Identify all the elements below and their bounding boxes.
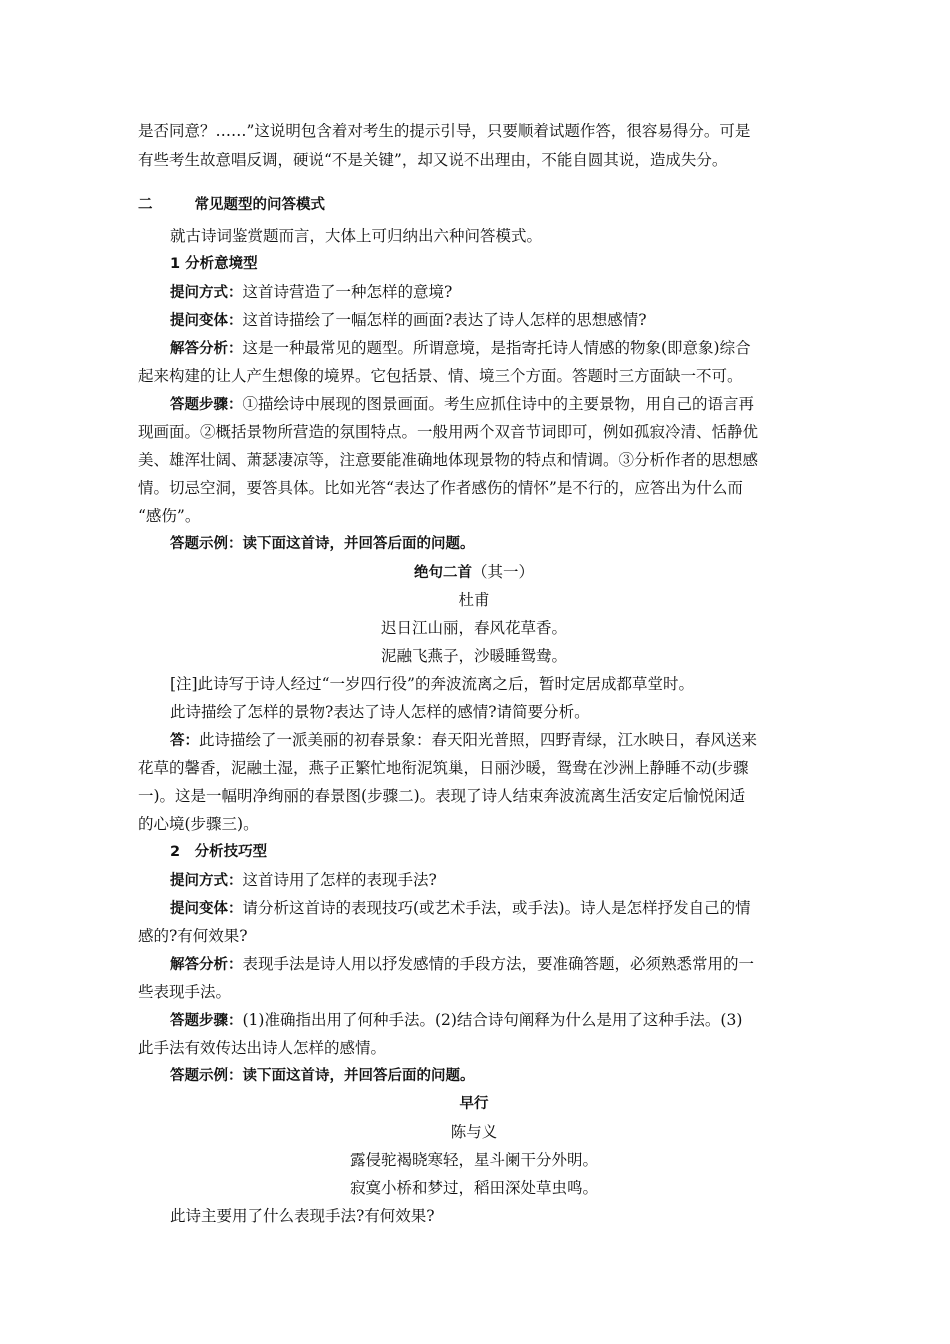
- title: 绝句二首: [413, 565, 472, 581]
- poem-line: 迟日江山丽，春风花草香。: [380, 619, 567, 637]
- label: 提问变体：: [170, 901, 243, 917]
- subsection-heading: 2 分析技巧型: [170, 844, 268, 860]
- example-label: 答题示例：读下面这首诗，并回答后面的问题。: [170, 1068, 475, 1084]
- text-line: 情。切忌空洞，要答具体。比如光答“表达了作者感伤的情怀”是不行的，应答出为什么而: [138, 479, 743, 497]
- label: 提问方式：: [170, 873, 243, 889]
- text-line: “感伤”。: [138, 507, 201, 525]
- text-line: 是否同意？……”这说明包含着对考生的提示引导，只要顺着试题作答，很容易得分。可是: [138, 122, 751, 140]
- label: 提问方式：: [170, 285, 243, 301]
- text-line: 美、雄浑壮阔、萧瑟凄凉等，注意要能准确地体现景物的特点和情调。③分析作者的思想感: [138, 451, 759, 469]
- text-line: 有些考生故意唱反调，硬说“不是关键”，却又说不出理由，不能自圆其说，造成失分。: [138, 151, 728, 169]
- poem-title: [138, 561, 810, 584]
- poem-line: 泥融飞燕子，沙暖睡鸳鸯。: [380, 647, 567, 665]
- text-line: 现画面。②概括景物所营造的氛围特点。一般用两个双音节词即可，例如孤寂冷清、恬静优: [138, 423, 759, 441]
- label: 解答分析：: [170, 957, 243, 973]
- example-label: 答题示例：读下面这首诗，并回答后面的问题。: [170, 536, 475, 552]
- text-line: 起来构建的让人产生想像的境界。它包括景、情、境三个方面。答题时三方面缺一不可。: [138, 367, 743, 385]
- text-line: 些表现手法。: [138, 983, 232, 1001]
- text-line: 就古诗词鉴赏题而言，大体上可归纳出六种问答模式。: [170, 227, 543, 245]
- note: [注]此诗写于诗人经过“一岁四行役”的奔波流离之后，暂时定居成都草堂时。: [170, 675, 694, 693]
- text-line: [170, 897, 810, 920]
- text-line: [170, 337, 810, 360]
- text-line: [170, 953, 810, 976]
- text: 请分析这首诗的表现技巧(或艺术手法，或手法)。诗人是怎样抒发自己的情: [242, 899, 751, 917]
- text: ①描绘诗中展现的图景画面。考生应抓住诗中的主要景物，用自己的语言再: [242, 395, 755, 413]
- poem-line: 寂寞小桥和梦过，稻田深处草虫鸣。: [349, 1179, 598, 1197]
- text: 这首诗营造了一种怎样的意境?: [242, 283, 453, 301]
- poem-author: 陈与义: [450, 1123, 498, 1141]
- label: 解答分析：: [170, 341, 243, 357]
- section-title: 常见题型的问答模式: [194, 197, 325, 213]
- text: 这首诗描绘了一幅怎样的画面?表达了诗人怎样的思想感情?: [242, 311, 647, 329]
- text-line: [170, 1009, 810, 1032]
- text: 表现手法是诗人用以抒发感情的手段方法，要准确答题，必须熟悉常用的一: [242, 955, 755, 973]
- text-line: [170, 729, 810, 752]
- text-line: 的心境(步骤三)。: [138, 815, 259, 833]
- poem-title: 早行: [459, 1096, 489, 1112]
- text-line: [170, 281, 810, 304]
- text-line: 一)。这是一幅明净绚丽的春景图(步骤二)。表现了诗人结束奔波流离生活安定后愉悦闲适: [138, 787, 746, 805]
- text: 此诗描绘了一派美丽的初春景象：春天阳光普照，四野青绿，江水映日，春风送来: [199, 731, 758, 749]
- label: 答题步骤：: [170, 397, 243, 413]
- subsection-heading: 1 分析意境型: [170, 256, 258, 272]
- text: 这是一种最常见的题型。所谓意境，是指寄托诗人情感的物象(即意象)综合: [242, 339, 751, 357]
- text-line: [170, 869, 810, 892]
- subtitle: （其一）: [471, 563, 534, 581]
- poem-author: 杜甫: [458, 591, 490, 609]
- text-line: 此手法有效传达出诗人怎样的感情。: [138, 1039, 387, 1057]
- section-heading: [138, 194, 810, 216]
- label: 答：: [170, 733, 199, 749]
- question: 此诗描绘了怎样的景物?表达了诗人怎样的感情?请简要分析。: [170, 703, 590, 721]
- section-number: 二: [138, 197, 153, 213]
- label: 答题步骤：: [170, 1013, 243, 1029]
- text-line: 花草的馨香，泥融土湿，燕子正繁忙地衔泥筑巢，日丽沙暖，鸳鸯在沙洲上静睡不动(步骤: [138, 759, 749, 777]
- poem-line: 露侵驼褐晓寒轻，星斗阑干分外明。: [349, 1151, 598, 1169]
- label: 提问变体：: [170, 313, 243, 329]
- text-line: 感的?有何效果?: [138, 927, 248, 945]
- text-line: [170, 309, 810, 332]
- text: 这首诗用了怎样的表现手法?: [242, 871, 437, 889]
- question: 此诗主要用了什么表现手法?有何效果?: [170, 1207, 435, 1225]
- text: (1)准确指出用了何种手法。(2)结合诗句阐释为什么是用了这种手法。(3): [242, 1011, 743, 1029]
- text-line: [170, 393, 810, 416]
